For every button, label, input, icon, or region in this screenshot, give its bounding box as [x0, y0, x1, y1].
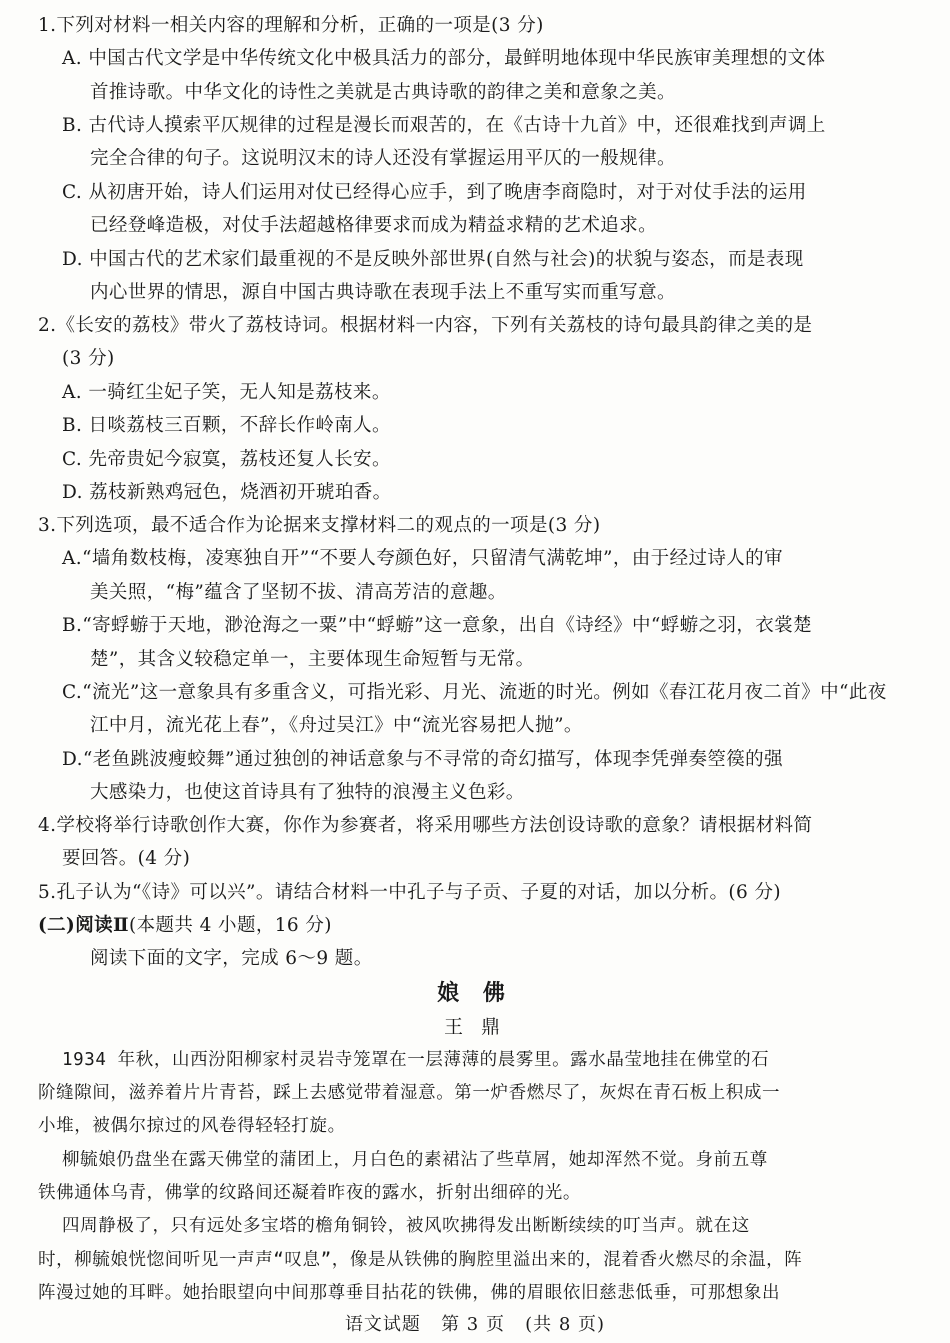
page-footer: 语文试题 第 3 页 (共 8 页)	[344, 1314, 606, 1335]
q3-option-d: D.“老鱼跳波瘦蛟舞”通过独创的神话意象与不寻常的奇幻描写，体现李凭弹奏箜篌的强	[62, 749, 783, 770]
story-title: 娘 佛	[437, 980, 513, 1006]
q3-option-c: C.“流光”这一意象具有多重含义，可指光彩、月光、流逝的时光。例如《春江花月夜二首》中“此夜	[62, 682, 887, 703]
q1-stem: 1.下列对材料一相关内容的理解和分析，正确的一项是(3 分)	[38, 15, 544, 36]
story-author: 王 鼎	[443, 1016, 507, 1038]
q5-stem: 5.孔子认为“《诗》可以兴”。请结合材料一中孔子与子贡、子夏的对话，加以分析。(6 分)	[38, 882, 782, 903]
section-note: (本题共 4 小题，16 分)	[129, 915, 332, 936]
q1-option-b-cont: 完全合律的句子。这说明汉末的诗人还没有掌握运用平仄的一般规律。	[90, 148, 676, 169]
q1-option-b: B. 古代诗人摸索平仄规律的过程是漫长而艰苦的，在《古诗十九首》中，还很难找到声调上	[62, 115, 826, 136]
q1-option-c: C. 从初唐开始，诗人们运用对仗已经得心应手，到了晚唐李商隐时，对于对仗手法的运用	[62, 182, 807, 203]
story-paragraph-line: 柳毓娘仍盘坐在露天佛堂的蒲团上，月白色的素裙沾了些草屑，她却浑然不觉。身前五尊	[62, 1150, 768, 1170]
story-paragraph-line: 铁佛通体乌青，佛掌的纹路间还凝着昨夜的露水，折射出细碎的光。	[38, 1183, 581, 1203]
story-paragraph-line: 1934 年秋，山西汾阳柳家村灵岩寺笼罩在一层薄薄的晨雾里。露水晶莹地挂在佛堂的石	[62, 1050, 770, 1070]
q1-option-a: A. 中国古代文学是中华传统文化中极具活力的部分，最鲜明地体现中华民族审美理想的文体	[62, 48, 826, 69]
q3-option-c-cont: 江中月，流光花上春”，《舟过吴江》中“流光容易把人抛”。	[90, 715, 583, 736]
q2-stem: 2.《长安的荔枝》带火了荔枝诗词。根据材料一内容，下列有关荔枝的诗句最具韵律之美的是	[38, 315, 813, 336]
q2-option-c: C. 先帝贵妃今寂寞，荔枝还复人长安。	[62, 449, 391, 470]
q2-option-d: D. 荔枝新熟鸡冠色，烧酒初开琥珀香。	[62, 482, 392, 503]
q3-stem: 3.下列选项，最不适合作为论据来支撑材料二的观点的一项是(3 分)	[38, 515, 601, 536]
reading-instruction: 阅读下面的文字，完成 6～9 题。	[90, 948, 373, 969]
story-paragraph-line: 阶缝隙间，滋养着片片青苔，踩上去感觉带着湿意。第一炉香燃尽了，灰烬在青石板上积成一	[38, 1083, 781, 1103]
section-label: (二)阅读Ⅱ	[38, 915, 129, 936]
q1-option-a-cont: 首推诗歌。中华文化的诗性之美就是古典诗歌的韵律之美和意象之美。	[90, 82, 676, 103]
q4-stem-cont: 要回答。(4 分)	[62, 848, 191, 869]
q3-option-d-cont: 大感染力，也使这首诗具有了独特的浪漫主义色彩。	[90, 782, 525, 803]
q3-option-b: B.“寄蜉蝣于天地，渺沧海之一粟”中“蜉蝣”这一意象，出自《诗经》中“蜉蝣之羽，衣裳楚	[62, 615, 812, 636]
q2-option-a: A. 一骑红尘妃子笑，无人知是荔枝来。	[62, 382, 391, 403]
q1-option-d-cont: 内心世界的情思，源自中国古典诗歌在表现手法上不重写实而重写意。	[90, 282, 676, 303]
q3-option-a: A.“墙角数枝梅，凌寒独自开”“不要人夸颜色好，只留清气满乾坤”，由于经过诗人的审	[62, 548, 783, 569]
section-heading	[38, 913, 332, 939]
q1-option-d: D. 中国古代的艺术家们最重视的不是反映外部世界(自然与社会)的状貌与姿态，而是表现	[62, 249, 804, 270]
story-paragraph-line: 小堆，被偶尔掠过的风卷得轻轻打旋。	[38, 1116, 346, 1136]
story-paragraph-line: 阵漫过她的耳畔。她抬眼望向中间那尊垂目拈花的铁佛，佛的眉眼依旧慈悲低垂，可那想象出	[38, 1283, 781, 1303]
story-paragraph-line: 四周静极了，只有远处多宝塔的檐角铜铃，被风吹拂得发出断断续续的叮当声。就在这	[62, 1216, 750, 1236]
q2-option-b: B. 日啖荔枝三百颗，不辞长作岭南人。	[62, 415, 391, 436]
q2-stem-cont: (3 分)	[62, 348, 115, 369]
story-paragraph-line: 时，柳毓娘恍惚间听见一声声“叹息”，像是从铁佛的胸腔里溢出来的，混着香火燃尽的余温，阵	[38, 1250, 803, 1270]
q4-stem: 4.学校将举行诗歌创作大赛，你作为参赛者，将采用哪些方法创设诗歌的意象？请根据材料简	[38, 815, 813, 836]
q3-option-a-cont: 美关照，“梅”蕴含了坚韧不拔、清高芳洁的意趣。	[90, 582, 507, 603]
q3-option-b-cont: 楚”，其含义较稳定单一，主要体现生命短暂与无常。	[90, 649, 535, 670]
q1-option-c-cont: 已经登峰造极，对仗手法超越格律要求而成为精益求精的艺术追求。	[90, 215, 658, 236]
